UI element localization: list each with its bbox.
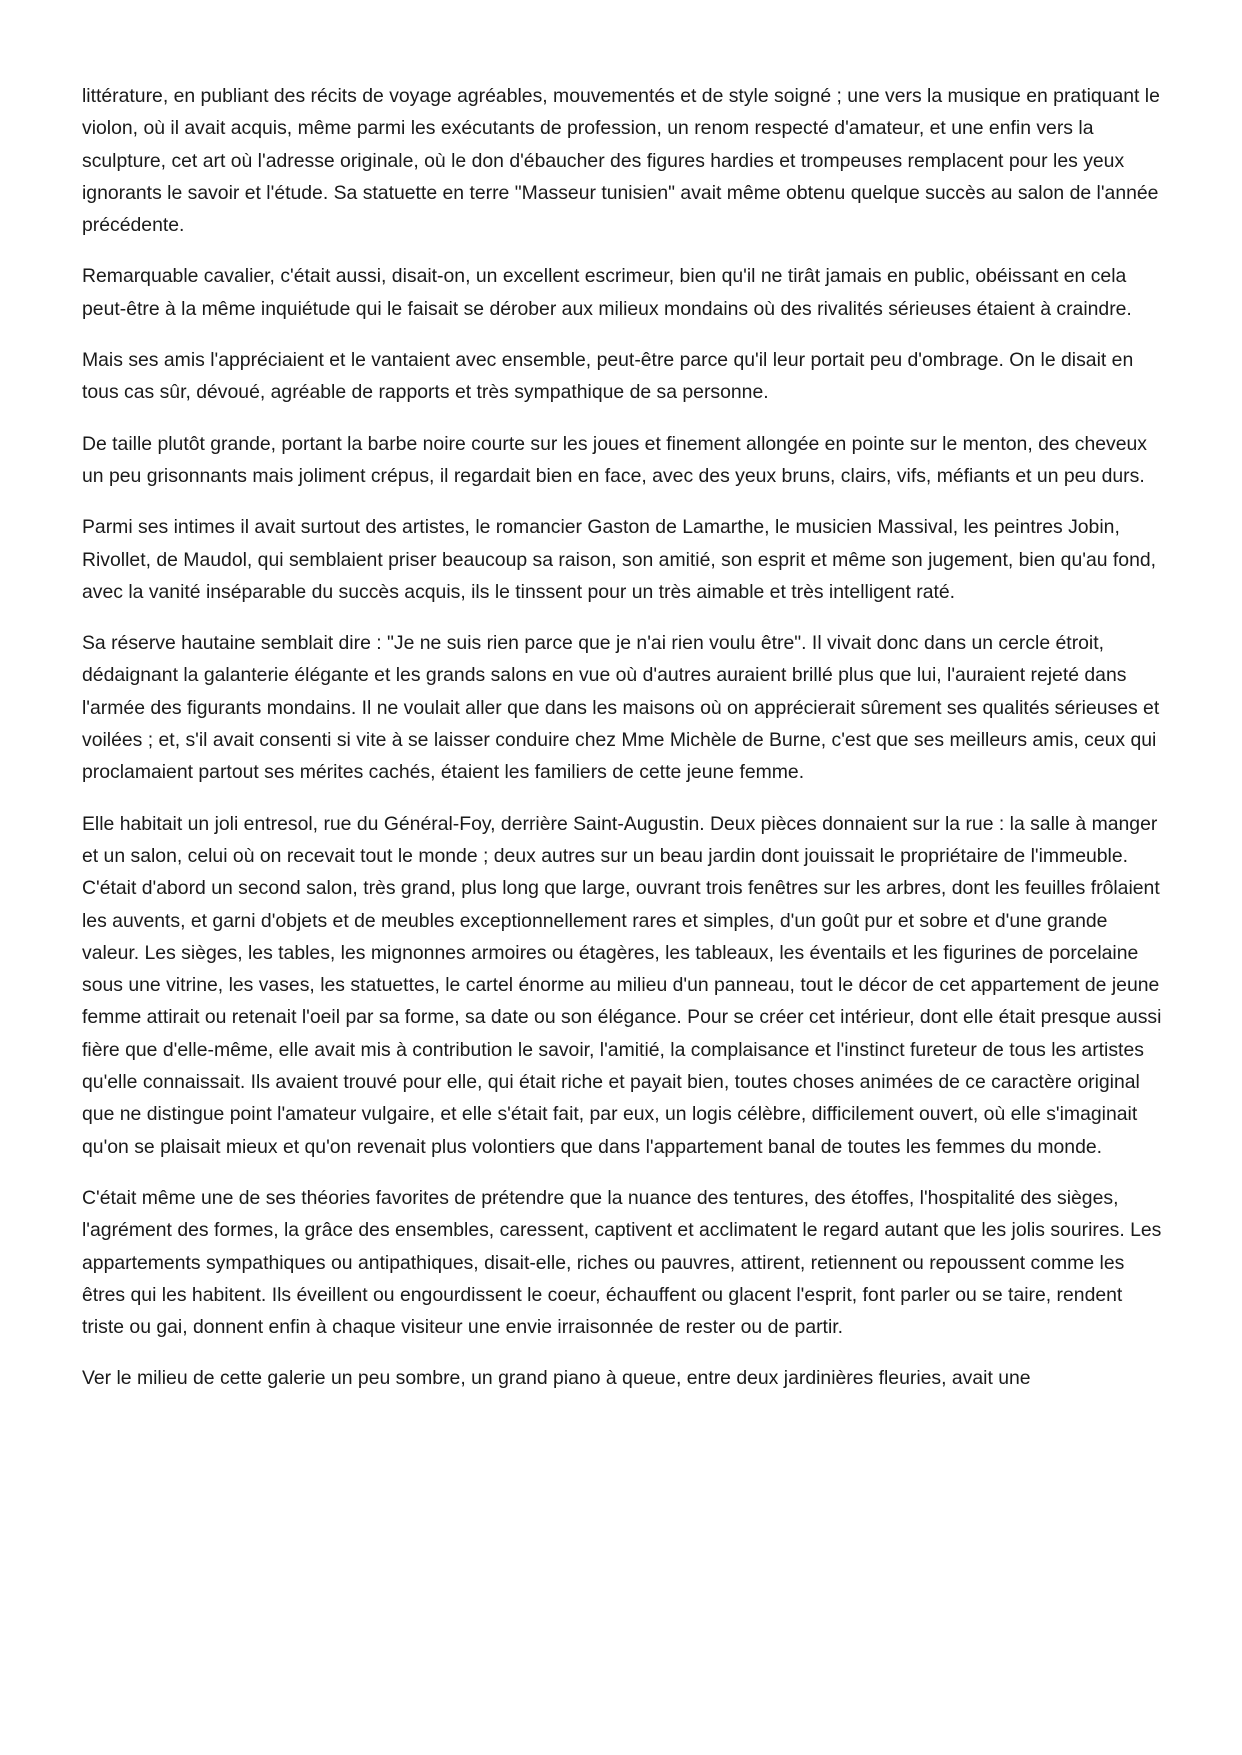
paragraph-6: Sa réserve hautaine semblait dire : "Je ne suis rien parce que je n'ai rien voulu être". Il vivait donc dans un cercle étroit, dédaignant la galanterie élégante et les grands salons en vue où d'autres auraient brillé plus que lui, l'auraient rejeté dans l'armée des figurants mondains. Il ne voulait aller que dans les maisons où on apprécierait sûrement ses qualités sérieuses et voilées ; et, s'il avait consenti si vite à se laisser conduire chez Mme Michèle de Burne, c'est que ses meilleurs amis, ceux qui proclamaient partout ses mérites cachés, étaient les familiers de cette jeune femme. xyxy=(82,632,1160,784)
paragraph-1: littérature, en publiant des récits de voyage agréables, mouvementés et de style soigné ; une vers la musique en pratiquant le violon, où il avait acquis, même parmi les exécutants de profession, un renom respecté d'amateur, et une enfin vers la sculpture, cet art où l'adresse originale, où le don d'ébaucher des figures hardies et trompeuses remplacent pour les yeux ignorants le savoir et l'étude. Sa statuette en terre "Masseur tunisien" avait même obtenu quelque succès au salon de l'année précédente. xyxy=(82,85,1160,237)
paragraph-2: Remarquable cavalier, c'était aussi, disait-on, un excellent escrimeur, bien qu'il ne tirât jamais en public, obéissant en cela peut-être à la même inquiétude qui le faisait se dérober aux milieux mondains où des rivalités sérieuses étaient à craindre. xyxy=(82,265,1132,320)
paragraph-4: De taille plutôt grande, portant la barbe noire courte sur les joues et finement allongée en pointe sur le menton, des cheveux un peu grisonnants mais joliment crépus, il regardait bien en face, avec des yeux bruns, clairs, vifs, méfiants et un peu durs. xyxy=(82,432,1147,487)
paragraph-5: Parmi ses intimes il avait surtout des artistes, le romancier Gaston de Lamarthe, le musicien Massival, les peintres Jobin, Rivollet, de Maudol, qui semblaient priser beaucoup sa raison, son amitié, son esprit et même son jugement, bien qu'au fond, avec la vanité inséparable du succès acquis, ils le tinssent pour un très aimable et très intelligent raté. xyxy=(82,516,1157,603)
paragraph-8: C'était même une de ses théories favorites de prétendre que la nuance des tentures, des étoffes, l'hospitalité des sièges, l'agrément des formes, la grâce des ensembles, caressent, captivent et acclimatent le regard autant que les jolis sourires. Les appartements sympathiques ou antipathiques, disait-elle, riches ou pauvres, attirent, retiennent ou repoussent comme les êtres qui les habitent. Ils éveillent ou engourdissent le coeur, échauffent ou glacent l'esprit, font parler ou se taire, rendent triste ou gai, donnent enfin à chaque visiteur une envie irraisonnée de rester ou de partir. xyxy=(82,1186,1162,1339)
paragraph-9: Ver le milieu de cette galerie un peu sombre, un grand piano à queue, entre deux jardinières fleuries, avait une xyxy=(82,1367,1031,1390)
paragraph-3: Mais ses amis l'appréciaient et le vantaient avec ensemble, peut-être parce qu'il leur portait peu d'ombrage. On le disait en tous cas sûr, dévoué, agréable de rapports et très sympathique de sa personne. xyxy=(82,349,1134,404)
document-page xyxy=(82,80,1162,1414)
paragraph-7: Elle habitait un joli entresol, rue du Général-Foy, derrière Saint-Augustin. Deux pièces donnaient sur la rue : la salle à manger et un salon, celui où on recevait tout le monde ; deux autres sur un beau jardin dont jouissait le propriétaire de l'immeuble. C'était d'abord un second salon, très grand, plus long que large, ouvrant trois fenêtres sur les arbres, dont les feuilles frôlaient les auvents, et garni d'objets et de meubles exceptionnellement rares et simples, d'un goût pur et sobre et d'une grande valeur. Les sièges, les tables, les mignonnes armoires ou étagères, les tableaux, les éventails et les figurines de porcelaine sous une vitrine, les vases, les statuettes, le cartel énorme au milieu d'un panneau, tout le décor de cet appartement de jeune femme attirait ou retenait l'oeil par sa forme, sa date ou son élégance. Pour se créer cet intérieur, dont elle était presque aussi fière que d'elle-même, elle avait mis à contribution le savoir, l'amitié, la complaisance et l'instinct fureteur de tous les artistes qu'elle connaissait. Ils avaient trouvé pour elle, qui était riche et payait bien, toutes choses animées de ce caractère original que ne distingue point l'amateur vulgaire, et elle s'était fait, par eux, un logis célèbre, difficilement ouvert, où elle s'imaginait qu'on se plaisait mieux et qu'on revenait plus volontiers que dans l'appartement banal de toutes les femmes du monde. xyxy=(82,812,1162,1158)
